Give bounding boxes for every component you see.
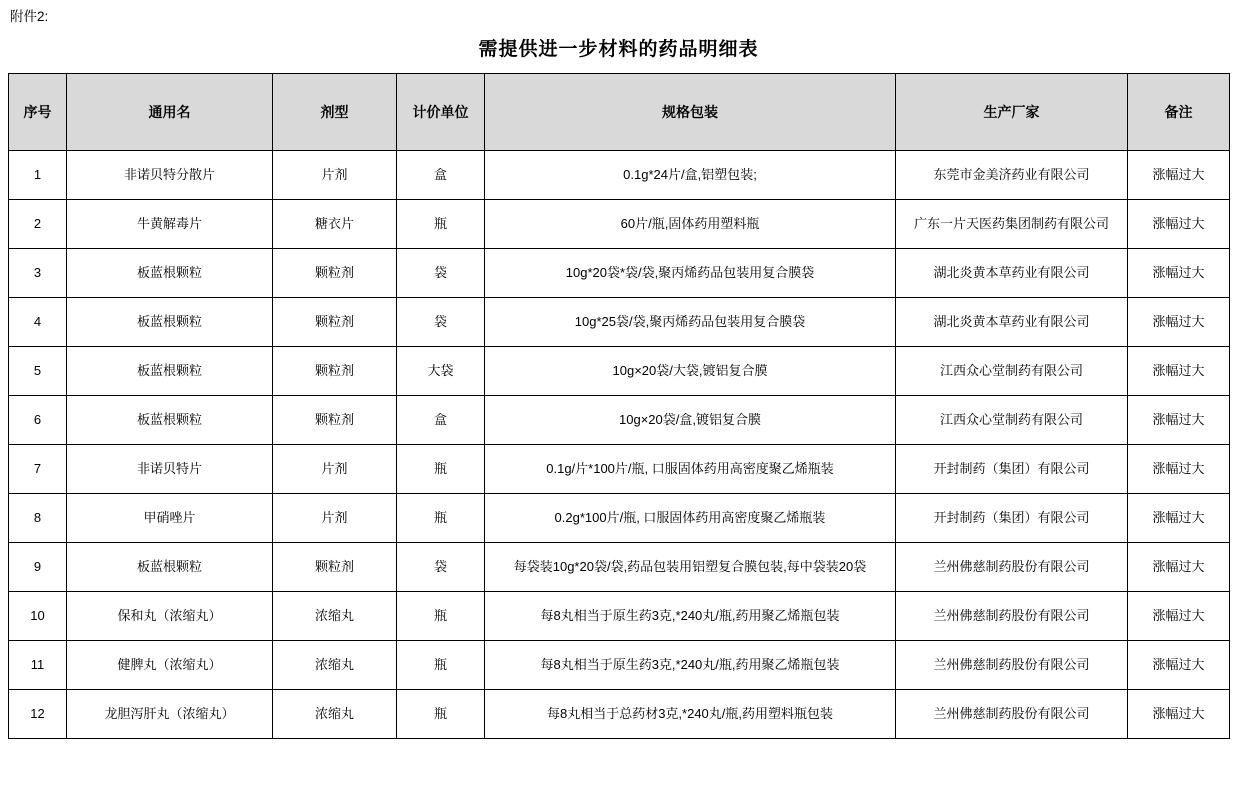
cell-form: 颗粒剂 bbox=[273, 543, 397, 592]
cell-name: 健脾丸（浓缩丸） bbox=[67, 641, 273, 690]
table-row bbox=[9, 347, 1230, 396]
cell-name: 板蓝根颗粒 bbox=[67, 249, 273, 298]
cell-spec: 0.2g*100片/瓶, 口服固体药用高密度聚乙烯瓶装 bbox=[485, 494, 896, 543]
cell-maker: 东莞市金美济药业有限公司 bbox=[896, 151, 1128, 200]
table-row bbox=[9, 396, 1230, 445]
table-header bbox=[9, 74, 1230, 151]
table-row bbox=[9, 494, 1230, 543]
cell-unit: 瓶 bbox=[397, 592, 485, 641]
cell-remark: 涨幅过大 bbox=[1128, 298, 1230, 347]
page-title: 需提供进一步材料的药品明细表 bbox=[478, 39, 759, 60]
cell-unit: 大袋 bbox=[397, 347, 485, 396]
cell-spec: 10g×20袋/大袋,镀铝复合膜 bbox=[485, 347, 896, 396]
column-header-form: 剂型 bbox=[273, 74, 397, 151]
cell-unit: 盒 bbox=[397, 151, 485, 200]
cell-maker: 兰州佛慈制药股份有限公司 bbox=[896, 690, 1128, 739]
cell-remark: 涨幅过大 bbox=[1128, 641, 1230, 690]
cell-form: 片剂 bbox=[273, 151, 397, 200]
cell-remark: 涨幅过大 bbox=[1128, 151, 1230, 200]
cell-remark: 涨幅过大 bbox=[1128, 200, 1230, 249]
cell-form: 浓缩丸 bbox=[273, 641, 397, 690]
attachment-label: 附件2: bbox=[10, 9, 49, 24]
cell-unit: 盒 bbox=[397, 396, 485, 445]
cell-remark: 涨幅过大 bbox=[1128, 690, 1230, 739]
cell-form: 颗粒剂 bbox=[273, 347, 397, 396]
cell-maker: 开封制药（集团）有限公司 bbox=[896, 445, 1128, 494]
column-header-unit: 计价单位 bbox=[397, 74, 485, 151]
cell-remark: 涨幅过大 bbox=[1128, 445, 1230, 494]
table-body bbox=[9, 151, 1230, 739]
cell-maker: 广东一片天医药集团制药有限公司 bbox=[896, 200, 1128, 249]
cell-unit: 瓶 bbox=[397, 445, 485, 494]
cell-form: 片剂 bbox=[273, 445, 397, 494]
table-row bbox=[9, 445, 1230, 494]
cell-spec: 每袋装10g*20袋/袋,药品包装用铝塑复合膜包装,每中袋装20袋 bbox=[485, 543, 896, 592]
cell-unit: 瓶 bbox=[397, 494, 485, 543]
cell-no: 2 bbox=[9, 200, 67, 249]
cell-name: 板蓝根颗粒 bbox=[67, 543, 273, 592]
cell-maker: 湖北炎黄本草药业有限公司 bbox=[896, 298, 1128, 347]
table-row bbox=[9, 200, 1230, 249]
cell-maker: 兰州佛慈制药股份有限公司 bbox=[896, 543, 1128, 592]
cell-name: 牛黄解毒片 bbox=[67, 200, 273, 249]
cell-maker: 开封制药（集团）有限公司 bbox=[896, 494, 1128, 543]
cell-spec: 0.1g/片*100片/瓶, 口服固体药用高密度聚乙烯瓶装 bbox=[485, 445, 896, 494]
cell-spec: 60片/瓶,固体药用塑料瓶 bbox=[485, 200, 896, 249]
table-row bbox=[9, 249, 1230, 298]
cell-name: 保和丸（浓缩丸） bbox=[67, 592, 273, 641]
cell-form: 浓缩丸 bbox=[273, 690, 397, 739]
table-row bbox=[9, 151, 1230, 200]
cell-name: 甲硝唑片 bbox=[67, 494, 273, 543]
cell-form: 颗粒剂 bbox=[273, 396, 397, 445]
cell-spec: 10g×20袋/盒,镀铝复合膜 bbox=[485, 396, 896, 445]
cell-name: 非诺贝特分散片 bbox=[67, 151, 273, 200]
cell-name: 板蓝根颗粒 bbox=[67, 298, 273, 347]
cell-maker: 江西众心堂制药有限公司 bbox=[896, 396, 1128, 445]
cell-remark: 涨幅过大 bbox=[1128, 543, 1230, 592]
table-row bbox=[9, 690, 1230, 739]
table-row bbox=[9, 641, 1230, 690]
cell-remark: 涨幅过大 bbox=[1128, 494, 1230, 543]
column-header-name: 通用名 bbox=[67, 74, 273, 151]
cell-spec: 每8丸相当于原生药3克,*240丸/瓶,药用聚乙烯瓶包装 bbox=[485, 592, 896, 641]
cell-unit: 瓶 bbox=[397, 641, 485, 690]
cell-maker: 兰州佛慈制药股份有限公司 bbox=[896, 641, 1128, 690]
cell-no: 7 bbox=[9, 445, 67, 494]
cell-no: 10 bbox=[9, 592, 67, 641]
cell-spec: 每8丸相当于原生药3克,*240丸/瓶,药用聚乙烯瓶包装 bbox=[485, 641, 896, 690]
cell-unit: 袋 bbox=[397, 298, 485, 347]
cell-form: 糖衣片 bbox=[273, 200, 397, 249]
cell-no: 6 bbox=[9, 396, 67, 445]
cell-form: 片剂 bbox=[273, 494, 397, 543]
table-row bbox=[9, 298, 1230, 347]
cell-form: 颗粒剂 bbox=[273, 249, 397, 298]
cell-no: 12 bbox=[9, 690, 67, 739]
column-header-maker: 生产厂家 bbox=[896, 74, 1128, 151]
cell-no: 5 bbox=[9, 347, 67, 396]
cell-no: 9 bbox=[9, 543, 67, 592]
table-row bbox=[9, 592, 1230, 641]
cell-no: 11 bbox=[9, 641, 67, 690]
cell-unit: 袋 bbox=[397, 249, 485, 298]
cell-spec: 0.1g*24片/盒,铝塑包装; bbox=[485, 151, 896, 200]
cell-name: 非诺贝特片 bbox=[67, 445, 273, 494]
column-header-no: 序号 bbox=[9, 74, 67, 151]
column-header-spec: 规格包装 bbox=[485, 74, 896, 151]
cell-unit: 瓶 bbox=[397, 200, 485, 249]
cell-spec: 每8丸相当于总药材3克,*240丸/瓶,药用塑料瓶包装 bbox=[485, 690, 896, 739]
cell-spec: 10g*20袋*袋/袋,聚丙烯药品包装用复合膜袋 bbox=[485, 249, 896, 298]
cell-maker: 湖北炎黄本草药业有限公司 bbox=[896, 249, 1128, 298]
cell-form: 浓缩丸 bbox=[273, 592, 397, 641]
cell-unit: 袋 bbox=[397, 543, 485, 592]
cell-remark: 涨幅过大 bbox=[1128, 592, 1230, 641]
cell-maker: 江西众心堂制药有限公司 bbox=[896, 347, 1128, 396]
cell-spec: 10g*25袋/袋,聚丙烯药品包装用复合膜袋 bbox=[485, 298, 896, 347]
cell-unit: 瓶 bbox=[397, 690, 485, 739]
cell-name: 板蓝根颗粒 bbox=[67, 347, 273, 396]
cell-no: 4 bbox=[9, 298, 67, 347]
cell-remark: 涨幅过大 bbox=[1128, 249, 1230, 298]
cell-no: 1 bbox=[9, 151, 67, 200]
drug-detail-table bbox=[8, 73, 1230, 739]
cell-form: 颗粒剂 bbox=[273, 298, 397, 347]
table-row bbox=[9, 543, 1230, 592]
cell-no: 8 bbox=[9, 494, 67, 543]
table-header-row bbox=[9, 74, 1230, 151]
cell-remark: 涨幅过大 bbox=[1128, 396, 1230, 445]
cell-name: 龙胆泻肝丸（浓缩丸） bbox=[67, 690, 273, 739]
cell-maker: 兰州佛慈制药股份有限公司 bbox=[896, 592, 1128, 641]
column-header-remark: 备注 bbox=[1128, 74, 1230, 151]
cell-no: 3 bbox=[9, 249, 67, 298]
cell-remark: 涨幅过大 bbox=[1128, 347, 1230, 396]
cell-name: 板蓝根颗粒 bbox=[67, 396, 273, 445]
